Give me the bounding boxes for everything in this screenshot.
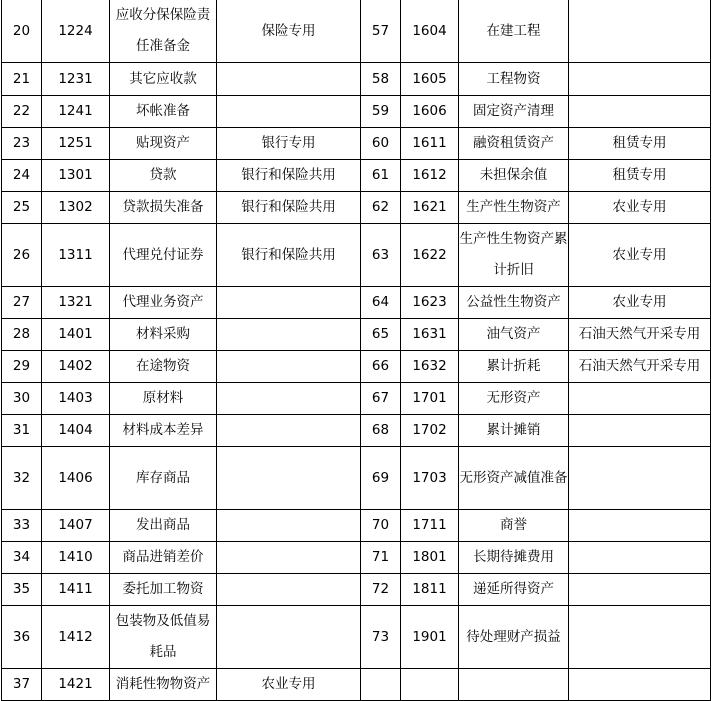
account-code: 1311 [42, 224, 110, 287]
row-number: 73 [361, 606, 401, 669]
account-note [569, 0, 711, 63]
table-row [2, 319, 711, 351]
row-number: 22 [2, 96, 42, 128]
account-name: 包装物及低值易耗品 [110, 606, 217, 669]
table-row [2, 63, 711, 96]
row-number: 23 [2, 128, 42, 160]
table-row [2, 383, 711, 415]
account-note: 保险专用 [217, 0, 361, 63]
account-name [459, 669, 569, 701]
account-note [217, 447, 361, 510]
account-code: 1421 [42, 669, 110, 701]
account-note [569, 574, 711, 606]
table-body [2, 0, 711, 701]
account-note [569, 383, 711, 415]
account-note [569, 415, 711, 447]
account-name: 无形资产 [459, 383, 569, 415]
row-number: 57 [361, 0, 401, 63]
row-number: 36 [2, 606, 42, 669]
table-row [2, 192, 711, 224]
account-note [217, 574, 361, 606]
account-note: 租赁专用 [569, 128, 711, 160]
account-name: 坏帐准备 [110, 96, 217, 128]
account-code: 1410 [42, 542, 110, 574]
account-code: 1632 [401, 351, 459, 383]
account-name: 累计摊销 [459, 415, 569, 447]
account-name: 油气资产 [459, 319, 569, 351]
account-note: 农业专用 [569, 287, 711, 319]
account-note [217, 63, 361, 96]
account-note: 租赁专用 [569, 160, 711, 192]
row-number: 63 [361, 224, 401, 287]
account-name: 库存商品 [110, 447, 217, 510]
row-number: 71 [361, 542, 401, 574]
account-name: 在建工程 [459, 0, 569, 63]
account-code: 1801 [401, 542, 459, 574]
account-code: 1605 [401, 63, 459, 96]
account-name: 未担保余值 [459, 160, 569, 192]
table-row [2, 447, 711, 510]
account-name: 代理兑付证券 [110, 224, 217, 287]
table-row [2, 128, 711, 160]
row-number: 61 [361, 160, 401, 192]
row-number: 32 [2, 447, 42, 510]
account-note [217, 415, 361, 447]
account-code: 1403 [42, 383, 110, 415]
account-code: 1711 [401, 510, 459, 542]
account-name: 长期待摊费用 [459, 542, 569, 574]
account-note [569, 447, 711, 510]
table-row [2, 510, 711, 542]
account-note [569, 510, 711, 542]
account-note [569, 542, 711, 574]
account-name: 应收分保保险责任准备金 [110, 0, 217, 63]
account-note: 农业专用 [217, 669, 361, 701]
row-number: 25 [2, 192, 42, 224]
row-number: 72 [361, 574, 401, 606]
account-note [217, 96, 361, 128]
account-name: 贷款损失准备 [110, 192, 217, 224]
account-name: 累计折耗 [459, 351, 569, 383]
account-name: 固定资产清理 [459, 96, 569, 128]
account-note [217, 383, 361, 415]
account-code: 1811 [401, 574, 459, 606]
account-name: 原材料 [110, 383, 217, 415]
account-note [569, 96, 711, 128]
row-number: 31 [2, 415, 42, 447]
account-name: 代理业务资产 [110, 287, 217, 319]
row-number: 66 [361, 351, 401, 383]
table-row [2, 0, 711, 63]
row-number: 34 [2, 542, 42, 574]
account-note [217, 510, 361, 542]
row-number: 26 [2, 224, 42, 287]
table-row [2, 415, 711, 447]
row-number [361, 669, 401, 701]
table-row [2, 96, 711, 128]
row-number: 69 [361, 447, 401, 510]
account-name: 贷款 [110, 160, 217, 192]
account-code: 1604 [401, 0, 459, 63]
row-number: 68 [361, 415, 401, 447]
account-code: 1703 [401, 447, 459, 510]
account-code: 1224 [42, 0, 110, 63]
account-name: 生产性生物资产累计折旧 [459, 224, 569, 287]
account-code: 1231 [42, 63, 110, 96]
account-name: 商誉 [459, 510, 569, 542]
account-name: 生产性生物资产 [459, 192, 569, 224]
account-note: 银行和保险共用 [217, 192, 361, 224]
account-code: 1402 [42, 351, 110, 383]
account-code: 1701 [401, 383, 459, 415]
account-code: 1631 [401, 319, 459, 351]
account-name: 无形资产减值准备 [459, 447, 569, 510]
account-note [217, 351, 361, 383]
account-name: 商品进销差价 [110, 542, 217, 574]
account-code: 1404 [42, 415, 110, 447]
account-note [217, 606, 361, 669]
table-row [2, 574, 711, 606]
account-name: 在途物资 [110, 351, 217, 383]
row-number: 28 [2, 319, 42, 351]
row-number: 64 [361, 287, 401, 319]
row-number: 70 [361, 510, 401, 542]
account-name: 其它应收款 [110, 63, 217, 96]
account-name: 融资租赁资产 [459, 128, 569, 160]
account-name: 消耗性物物资产 [110, 669, 217, 701]
row-number: 58 [361, 63, 401, 96]
row-number: 65 [361, 319, 401, 351]
account-code: 1407 [42, 510, 110, 542]
account-name: 工程物资 [459, 63, 569, 96]
account-note [217, 319, 361, 351]
row-number: 37 [2, 669, 42, 701]
row-number: 30 [2, 383, 42, 415]
row-number: 62 [361, 192, 401, 224]
account-note: 农业专用 [569, 192, 711, 224]
account-code: 1612 [401, 160, 459, 192]
account-code: 1251 [42, 128, 110, 160]
account-name: 材料成本差异 [110, 415, 217, 447]
row-number: 60 [361, 128, 401, 160]
account-note: 石油天然气开采专用 [569, 351, 711, 383]
account-code: 1301 [42, 160, 110, 192]
account-code: 1302 [42, 192, 110, 224]
table-row [2, 542, 711, 574]
row-number: 21 [2, 63, 42, 96]
account-code [401, 669, 459, 701]
account-code: 1411 [42, 574, 110, 606]
row-number: 33 [2, 510, 42, 542]
table-row [2, 351, 711, 383]
account-name: 待处理财产损益 [459, 606, 569, 669]
account-note: 石油天然气开采专用 [569, 319, 711, 351]
account-code: 1621 [401, 192, 459, 224]
account-note: 银行专用 [217, 128, 361, 160]
account-name: 贴现资产 [110, 128, 217, 160]
row-number: 27 [2, 287, 42, 319]
account-code: 1406 [42, 447, 110, 510]
row-number: 29 [2, 351, 42, 383]
account-note [217, 542, 361, 574]
row-number: 67 [361, 383, 401, 415]
table-row [2, 160, 711, 192]
account-name: 发出商品 [110, 510, 217, 542]
account-code: 1901 [401, 606, 459, 669]
account-note [569, 606, 711, 669]
account-code: 1611 [401, 128, 459, 160]
row-number: 20 [2, 0, 42, 63]
row-number: 24 [2, 160, 42, 192]
row-number: 59 [361, 96, 401, 128]
account-note [569, 63, 711, 96]
account-name: 公益性生物资产 [459, 287, 569, 319]
account-name: 委托加工物资 [110, 574, 217, 606]
account-code: 1622 [401, 224, 459, 287]
account-code: 1606 [401, 96, 459, 128]
account-code: 1321 [42, 287, 110, 319]
account-code-table [1, 0, 711, 701]
account-name: 材料采购 [110, 319, 217, 351]
table-row [2, 287, 711, 319]
table-row [2, 606, 711, 669]
account-note [217, 287, 361, 319]
account-code: 1401 [42, 319, 110, 351]
table-row [2, 669, 711, 701]
account-name: 递延所得资产 [459, 574, 569, 606]
account-note: 农业专用 [569, 224, 711, 287]
account-note: 银行和保险共用 [217, 224, 361, 287]
account-code: 1241 [42, 96, 110, 128]
account-note [569, 669, 711, 701]
account-code: 1412 [42, 606, 110, 669]
account-code: 1702 [401, 415, 459, 447]
row-number: 35 [2, 574, 42, 606]
account-note: 银行和保险共用 [217, 160, 361, 192]
table-row [2, 224, 711, 287]
account-code: 1623 [401, 287, 459, 319]
